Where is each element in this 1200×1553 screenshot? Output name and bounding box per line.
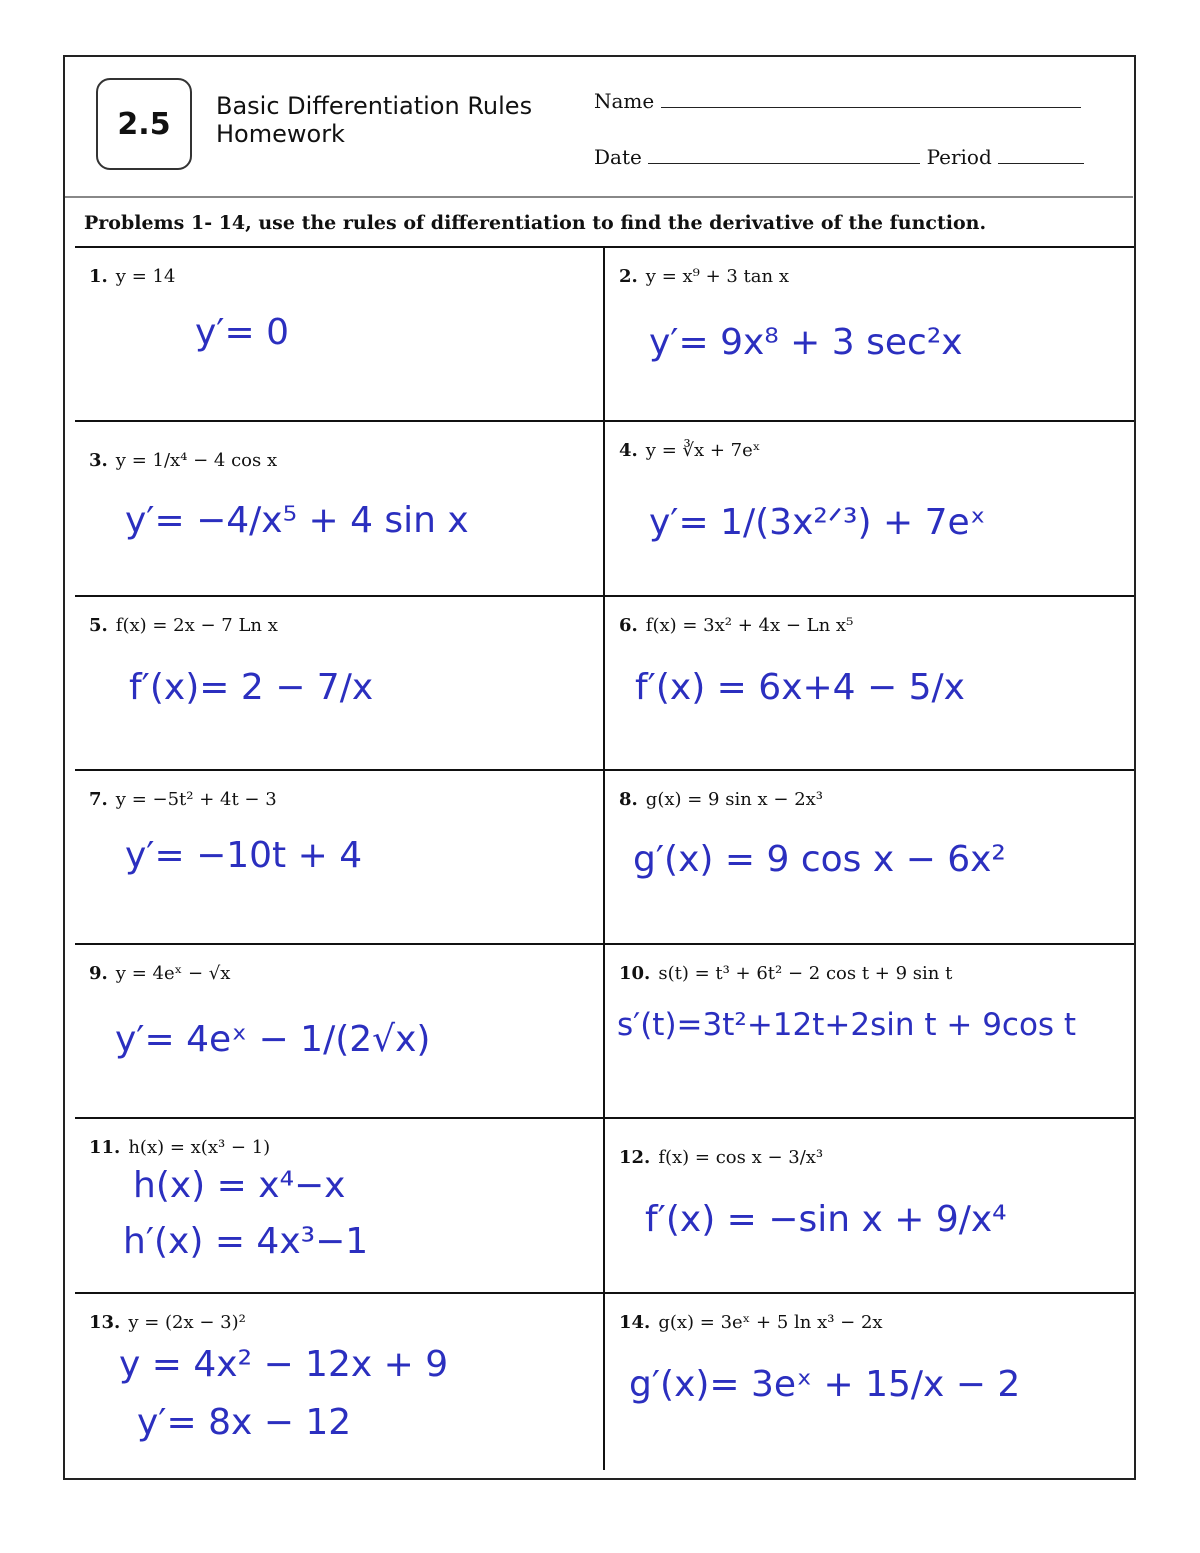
problem-question	[89, 963, 230, 984]
problem-text: y = 14	[115, 266, 176, 287]
title-line-1: Basic Differentiation Rules	[216, 92, 533, 120]
problem-question	[619, 1312, 883, 1333]
handwritten-answer-line-2: h′(x) = 4x³−1	[123, 1221, 369, 1262]
problem-number: 2.	[619, 266, 638, 287]
handwritten-answer: s′(t)=3t²+12t+2sin t + 9cos t	[617, 1007, 1077, 1043]
problem-question	[89, 615, 278, 636]
handwritten-answer: y′= 4eˣ − 1/(2√x)	[115, 1019, 431, 1060]
period-blank[interactable]	[998, 147, 1084, 164]
handwritten-answer: h(x) = x⁴−x	[133, 1165, 346, 1206]
date-label: Date	[594, 145, 642, 169]
problem-number: 7.	[89, 789, 108, 810]
problem-question	[89, 1312, 246, 1333]
problem-question	[619, 266, 789, 287]
problem-question	[619, 963, 952, 984]
handwritten-answer: y′= −4/x⁵ + 4 sin x	[125, 500, 469, 541]
problem-number: 5.	[89, 615, 108, 636]
problem-text: y = 1/x⁴ − 4 cos x	[115, 450, 278, 471]
problem-cell	[605, 943, 1133, 1117]
problem-number: 9.	[89, 963, 108, 984]
name-field[interactable]	[594, 89, 1081, 113]
problem-question	[619, 615, 853, 636]
problem-text: f(x) = 3x² + 4x − Ln x⁵	[645, 615, 854, 636]
problem-question	[619, 789, 823, 810]
problem-text: y = x⁹ + 3 tan x	[645, 266, 789, 287]
handwritten-answer: y′= 0	[195, 312, 289, 353]
problem-text: y = ∛x + 7eˣ	[645, 440, 761, 461]
handwritten-answer: y′= 1/(3x²ᐟ³) + 7eˣ	[649, 502, 986, 543]
problem-cell	[605, 246, 1133, 420]
section-number: 2.5	[117, 106, 171, 142]
problem-cell	[605, 420, 1133, 595]
problem-cell	[75, 420, 603, 595]
handwritten-answer: g′(x) = 9 cos x − 6x²	[633, 839, 1006, 880]
problem-number: 14.	[619, 1312, 651, 1333]
handwritten-answer: g′(x)= 3eˣ + 15/x − 2	[629, 1364, 1021, 1405]
problem-number: 13.	[89, 1312, 121, 1333]
problem-cell	[605, 595, 1133, 769]
problem-number: 8.	[619, 789, 638, 810]
handwritten-answer: f′(x) = −sin x + 9/x⁴	[645, 1199, 1007, 1240]
title-line-2: Homework	[216, 120, 345, 148]
problem-text: y = −5t² + 4t − 3	[115, 789, 277, 810]
name-label: Name	[594, 89, 655, 113]
problem-question	[89, 450, 277, 471]
problem-number: 4.	[619, 440, 638, 461]
problem-number: 12.	[619, 1147, 651, 1168]
problem-question	[619, 440, 760, 461]
problem-question	[89, 1137, 270, 1158]
problem-text: y = 4eˣ − √x	[115, 963, 231, 984]
problem-text: g(x) = 3eˣ + 5 ln x³ − 2x	[658, 1312, 883, 1333]
problem-number: 3.	[89, 450, 108, 471]
problem-text: h(x) = x(x³ − 1)	[128, 1137, 271, 1158]
period-label: Period	[926, 145, 992, 169]
problem-text: g(x) = 9 sin x − 2x³	[645, 789, 824, 810]
problem-number: 1.	[89, 266, 108, 287]
problem-cell	[605, 1117, 1133, 1292]
problem-question	[89, 789, 277, 810]
worksheet-title	[216, 92, 532, 148]
handwritten-answer: y′= −10t + 4	[125, 835, 363, 876]
instructions: Problems 1- 14, use the rules of differentiation to find the derivative of the function.	[84, 212, 987, 234]
problem-cell	[75, 246, 603, 420]
handwritten-answer: y = 4x² − 12x + 9	[119, 1344, 449, 1385]
name-blank[interactable]	[661, 91, 1081, 108]
date-blank[interactable]	[648, 147, 920, 164]
problem-text: f(x) = 2x − 7 Ln x	[115, 615, 278, 636]
problem-question	[89, 266, 175, 287]
problem-number: 10.	[619, 963, 651, 984]
problem-cell	[75, 1117, 603, 1292]
problem-text: y = (2x − 3)²	[128, 1312, 246, 1333]
problem-cell	[75, 595, 603, 769]
problem-cell	[75, 769, 603, 943]
problem-text: s(t) = t³ + 6t² − 2 cos t + 9 sin t	[658, 963, 953, 984]
problem-text: f(x) = cos x − 3/x³	[658, 1147, 824, 1168]
header-divider	[65, 196, 1133, 198]
problem-grid	[75, 246, 1134, 1470]
problem-number: 11.	[89, 1137, 121, 1158]
problem-question	[619, 1147, 823, 1168]
handwritten-answer: y′= 9x⁸ + 3 sec²x	[649, 322, 963, 363]
date-period-field	[594, 145, 1084, 169]
problem-cell	[605, 769, 1133, 943]
handwritten-answer: f′(x) = 6x+4 − 5/x	[635, 667, 965, 708]
section-number-box	[96, 78, 192, 170]
problem-cell	[75, 1292, 603, 1470]
handwritten-answer: f′(x)= 2 − 7/x	[129, 667, 374, 708]
handwritten-answer-line-2: y′= 8x − 12	[137, 1402, 352, 1443]
problem-number: 6.	[619, 615, 638, 636]
problem-cell	[605, 1292, 1133, 1470]
problem-cell	[75, 943, 603, 1117]
